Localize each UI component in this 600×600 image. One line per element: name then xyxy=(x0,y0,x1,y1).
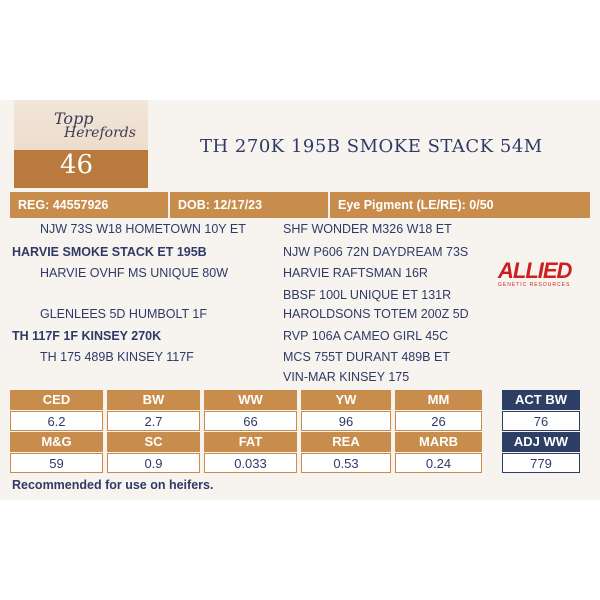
epd-header-mm: MM xyxy=(395,390,482,410)
epd-value-mg: 59 xyxy=(10,453,103,473)
date-of-birth: DOB: 12/17/23 xyxy=(178,198,263,212)
pedigree-ancestor: HARVIE RAFTSMAN 16R xyxy=(283,266,428,280)
epd-header-marb: MARB xyxy=(395,432,482,452)
epd-header-ced: CED xyxy=(10,390,103,410)
adj-ww-header: ADJ WW xyxy=(502,432,580,452)
epd-header-bw: BW xyxy=(107,390,200,410)
allied-logo-subtitle: GENETIC RESOURCES xyxy=(498,282,571,288)
epd-value-fat: 0.033 xyxy=(204,453,297,473)
act-bw-header: ACT BW xyxy=(502,390,580,410)
adj-ww-value: 779 xyxy=(502,453,580,473)
info-divider xyxy=(168,192,170,218)
heifer-recommendation: Recommended for use on heifers. xyxy=(12,478,214,492)
topp-herefords-logo xyxy=(54,109,136,141)
epd-header-ww: WW xyxy=(204,390,297,410)
logo-line-1: Topp xyxy=(54,109,94,128)
lot-number: 46 xyxy=(60,150,94,180)
pedigree-ancestor: MCS 755T DURANT 489B ET xyxy=(283,350,450,364)
allied-logo-word: ALLIED xyxy=(498,258,572,283)
pedigree-ancestor: VIN-MAR KINSEY 175 xyxy=(283,370,410,384)
epd-header-mg: M&G xyxy=(10,432,103,452)
epd-value-ww: 66 xyxy=(204,411,297,431)
epd-header-fat: FAT xyxy=(204,432,297,452)
logo-line-2: Herefords xyxy=(64,125,136,141)
pedigree-sire-sire: NJW 73S W18 HOMETOWN 10Y ET xyxy=(40,222,246,236)
info-divider xyxy=(328,192,330,218)
pedigree-ancestor: SHF WONDER M326 W18 ET xyxy=(283,222,452,236)
pedigree-dam-dam: TH 175 489B KINSEY 117F xyxy=(40,350,194,364)
epd-value-bw: 2.7 xyxy=(107,411,200,431)
pedigree-ancestor: NJW P606 72N DAYDREAM 73S xyxy=(283,245,469,259)
pedigree-ancestor: HAROLDSONS TOTEM 200Z 5D xyxy=(283,307,469,321)
epd-value-sc: 0.9 xyxy=(107,453,200,473)
act-bw-value: 76 xyxy=(502,411,580,431)
pedigree-ancestor: RVP 106A CAMEO GIRL 45C xyxy=(283,329,449,343)
pedigree-dam-sire: GLENLEES 5D HUMBOLT 1F xyxy=(40,307,207,321)
epd-header-sc: SC xyxy=(107,432,200,452)
registration-number: REG: 44557926 xyxy=(18,198,109,212)
animal-name: TH 270K 195B SMOKE STACK 54M xyxy=(200,136,543,157)
pedigree-dam: TH 117F 1F KINSEY 270K xyxy=(12,329,162,343)
epd-header-yw: YW xyxy=(301,390,391,410)
epd-value-marb: 0.24 xyxy=(395,453,482,473)
epd-value-mm: 26 xyxy=(395,411,482,431)
info-bar xyxy=(10,192,590,218)
epd-value-ced: 6.2 xyxy=(10,411,103,431)
pedigree-sire: HARVIE SMOKE STACK ET 195B xyxy=(12,245,207,259)
epd-header-rea: REA xyxy=(301,432,391,452)
allied-logo xyxy=(498,260,578,288)
eye-pigment: Eye Pigment (LE/RE): 0/50 xyxy=(338,198,494,212)
epd-value-rea: 0.53 xyxy=(301,453,391,473)
epd-value-yw: 96 xyxy=(301,411,391,431)
pedigree-sire-dam: HARVIE OVHF MS UNIQUE 80W xyxy=(40,266,228,280)
pedigree-ancestor: BBSF 100L UNIQUE ET 131R xyxy=(283,288,452,302)
